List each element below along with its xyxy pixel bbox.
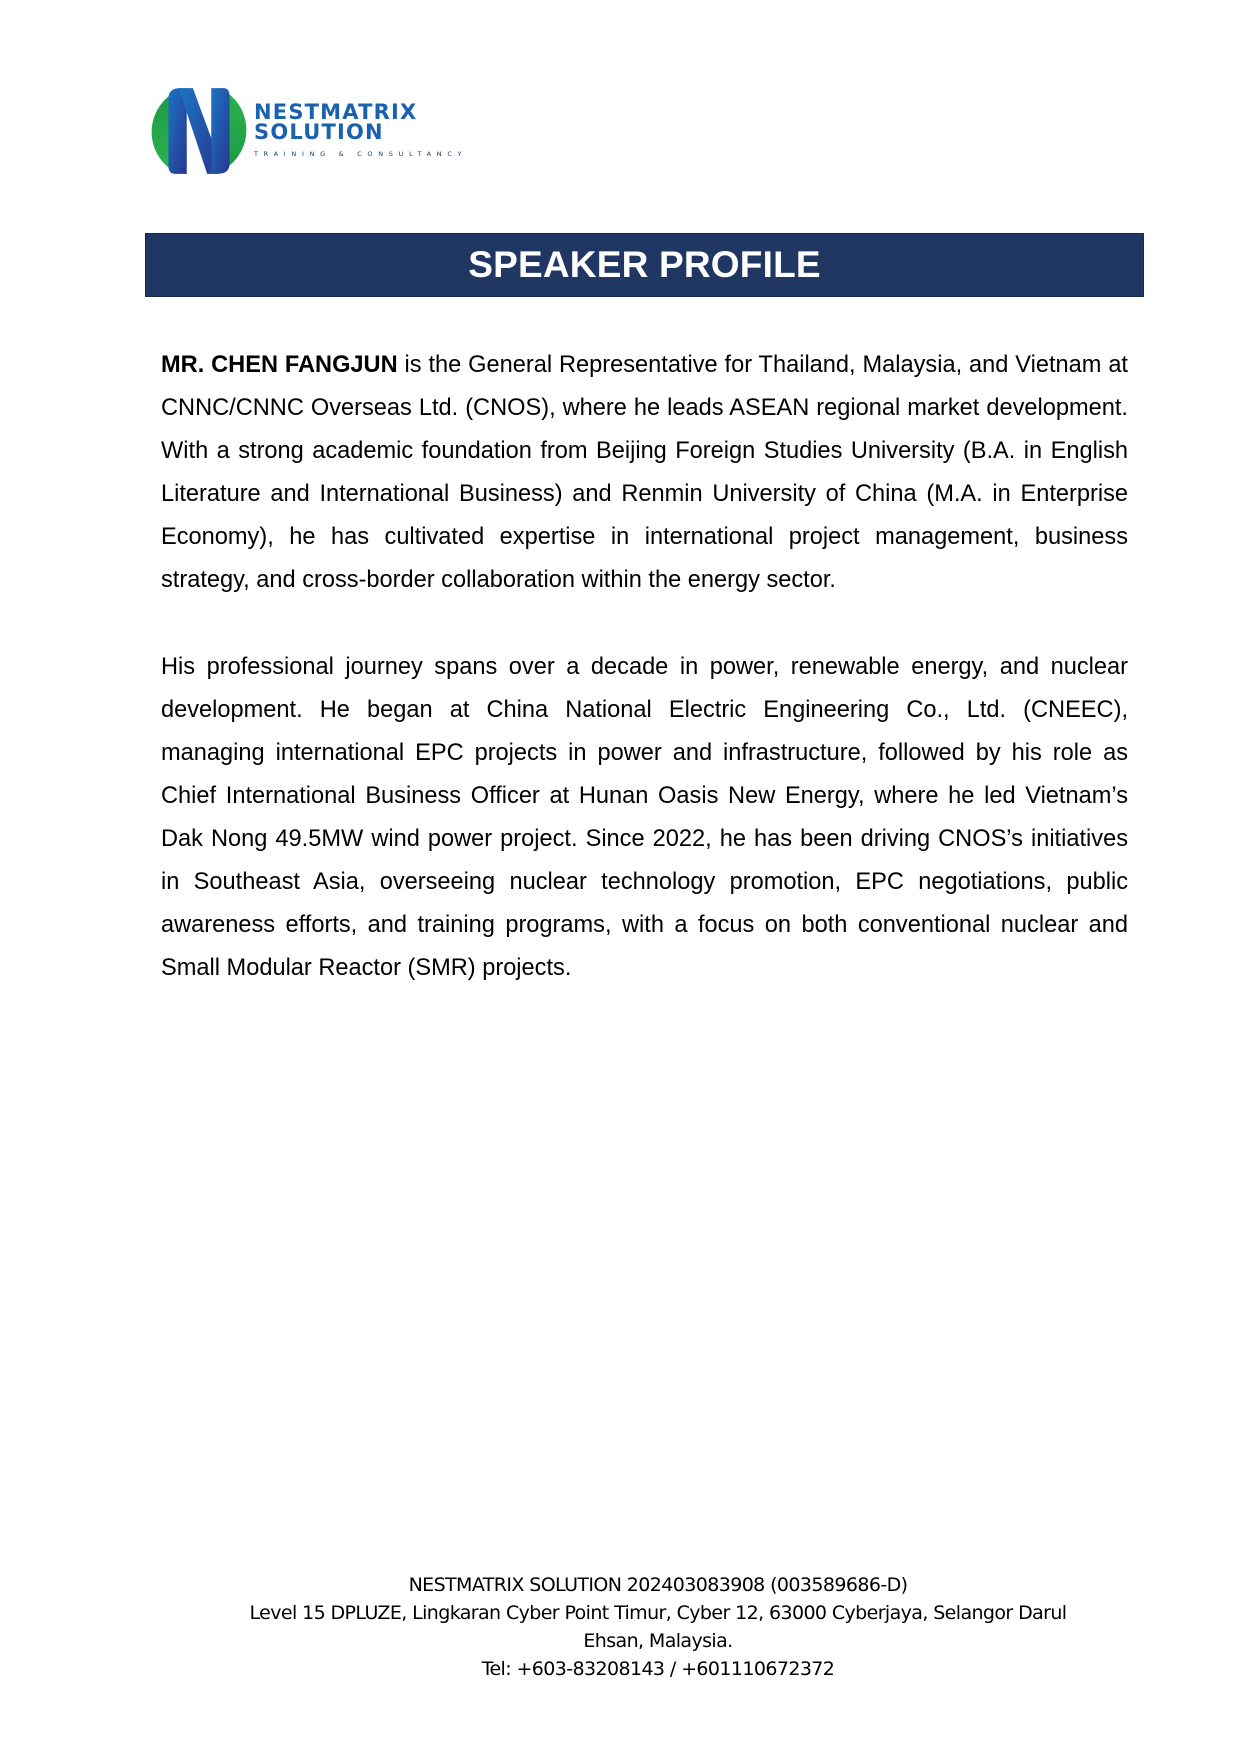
profile-paragraph-1	[161, 344, 1128, 603]
speaker-name: MR. CHEN FANGJUN	[161, 352, 398, 378]
footer-phone: Tel: +603-83208143 / +601110672372	[481, 1658, 835, 1680]
footer-address-line2: Ehsan, Malaysia.	[583, 1630, 733, 1652]
profile-paragraph-2: His professional journey spans over a decade in power, renewable energy, and nuclear development. He began at China National Electric Engineering Co., Ltd. (CNEEC), managing international EPC projects in power and infrastructure, followed by his role as Chief International Business Officer at Hunan Oasis New Energy, where he led Vietnam’s Dak Nong 49.5MW wind power project. Since 2022, he has been driving CNOS’s initiatives in Southeast Asia, overseeing nuclear technology promotion, EPC negotiations, public awareness efforts, and training programs, with a focus on both conventional nuclear and Small Modular Reactor (SMR) projects.	[161, 653, 1128, 982]
company-logo	[148, 80, 468, 184]
logo-wordmark	[254, 102, 467, 158]
paragraph-1-text: is the General Representative for Thailand, Malaysia, and Vietnam at CNNC/CNNC Overseas Ltd. (CNOS), where he leads ASEAN regional market development. With a strong academic foundation from Beijing Foreign Studies University (B.A. in English Literature and International Business) and Renmin University of China (M.A. in Enterprise Economy), he has cultivated expertise in international project management, business strategy, and cross-border collaboration within the energy sector.	[161, 352, 1128, 594]
logo-line1: NESTMATRIX	[254, 100, 418, 124]
footer-address-line1: Level 15 DPLUZE, Lingkaran Cyber Point Timur, Cyber 12, 63000 Cyberjaya, Selangor Darul	[249, 1602, 1067, 1624]
page-title: SPEAKER PROFILE	[468, 244, 821, 285]
profile-body	[161, 344, 1128, 1034]
page-footer	[180, 1571, 1136, 1683]
logo-tagline: TRAINING & CONSULTANCY	[254, 150, 468, 158]
footer-company: NESTMATRIX SOLUTION 202403083908 (003589686-D)	[408, 1574, 908, 1596]
logo-line2: SOLUTION	[254, 120, 384, 144]
section-banner	[145, 233, 1144, 297]
n-monogram-logo-icon	[148, 80, 250, 182]
